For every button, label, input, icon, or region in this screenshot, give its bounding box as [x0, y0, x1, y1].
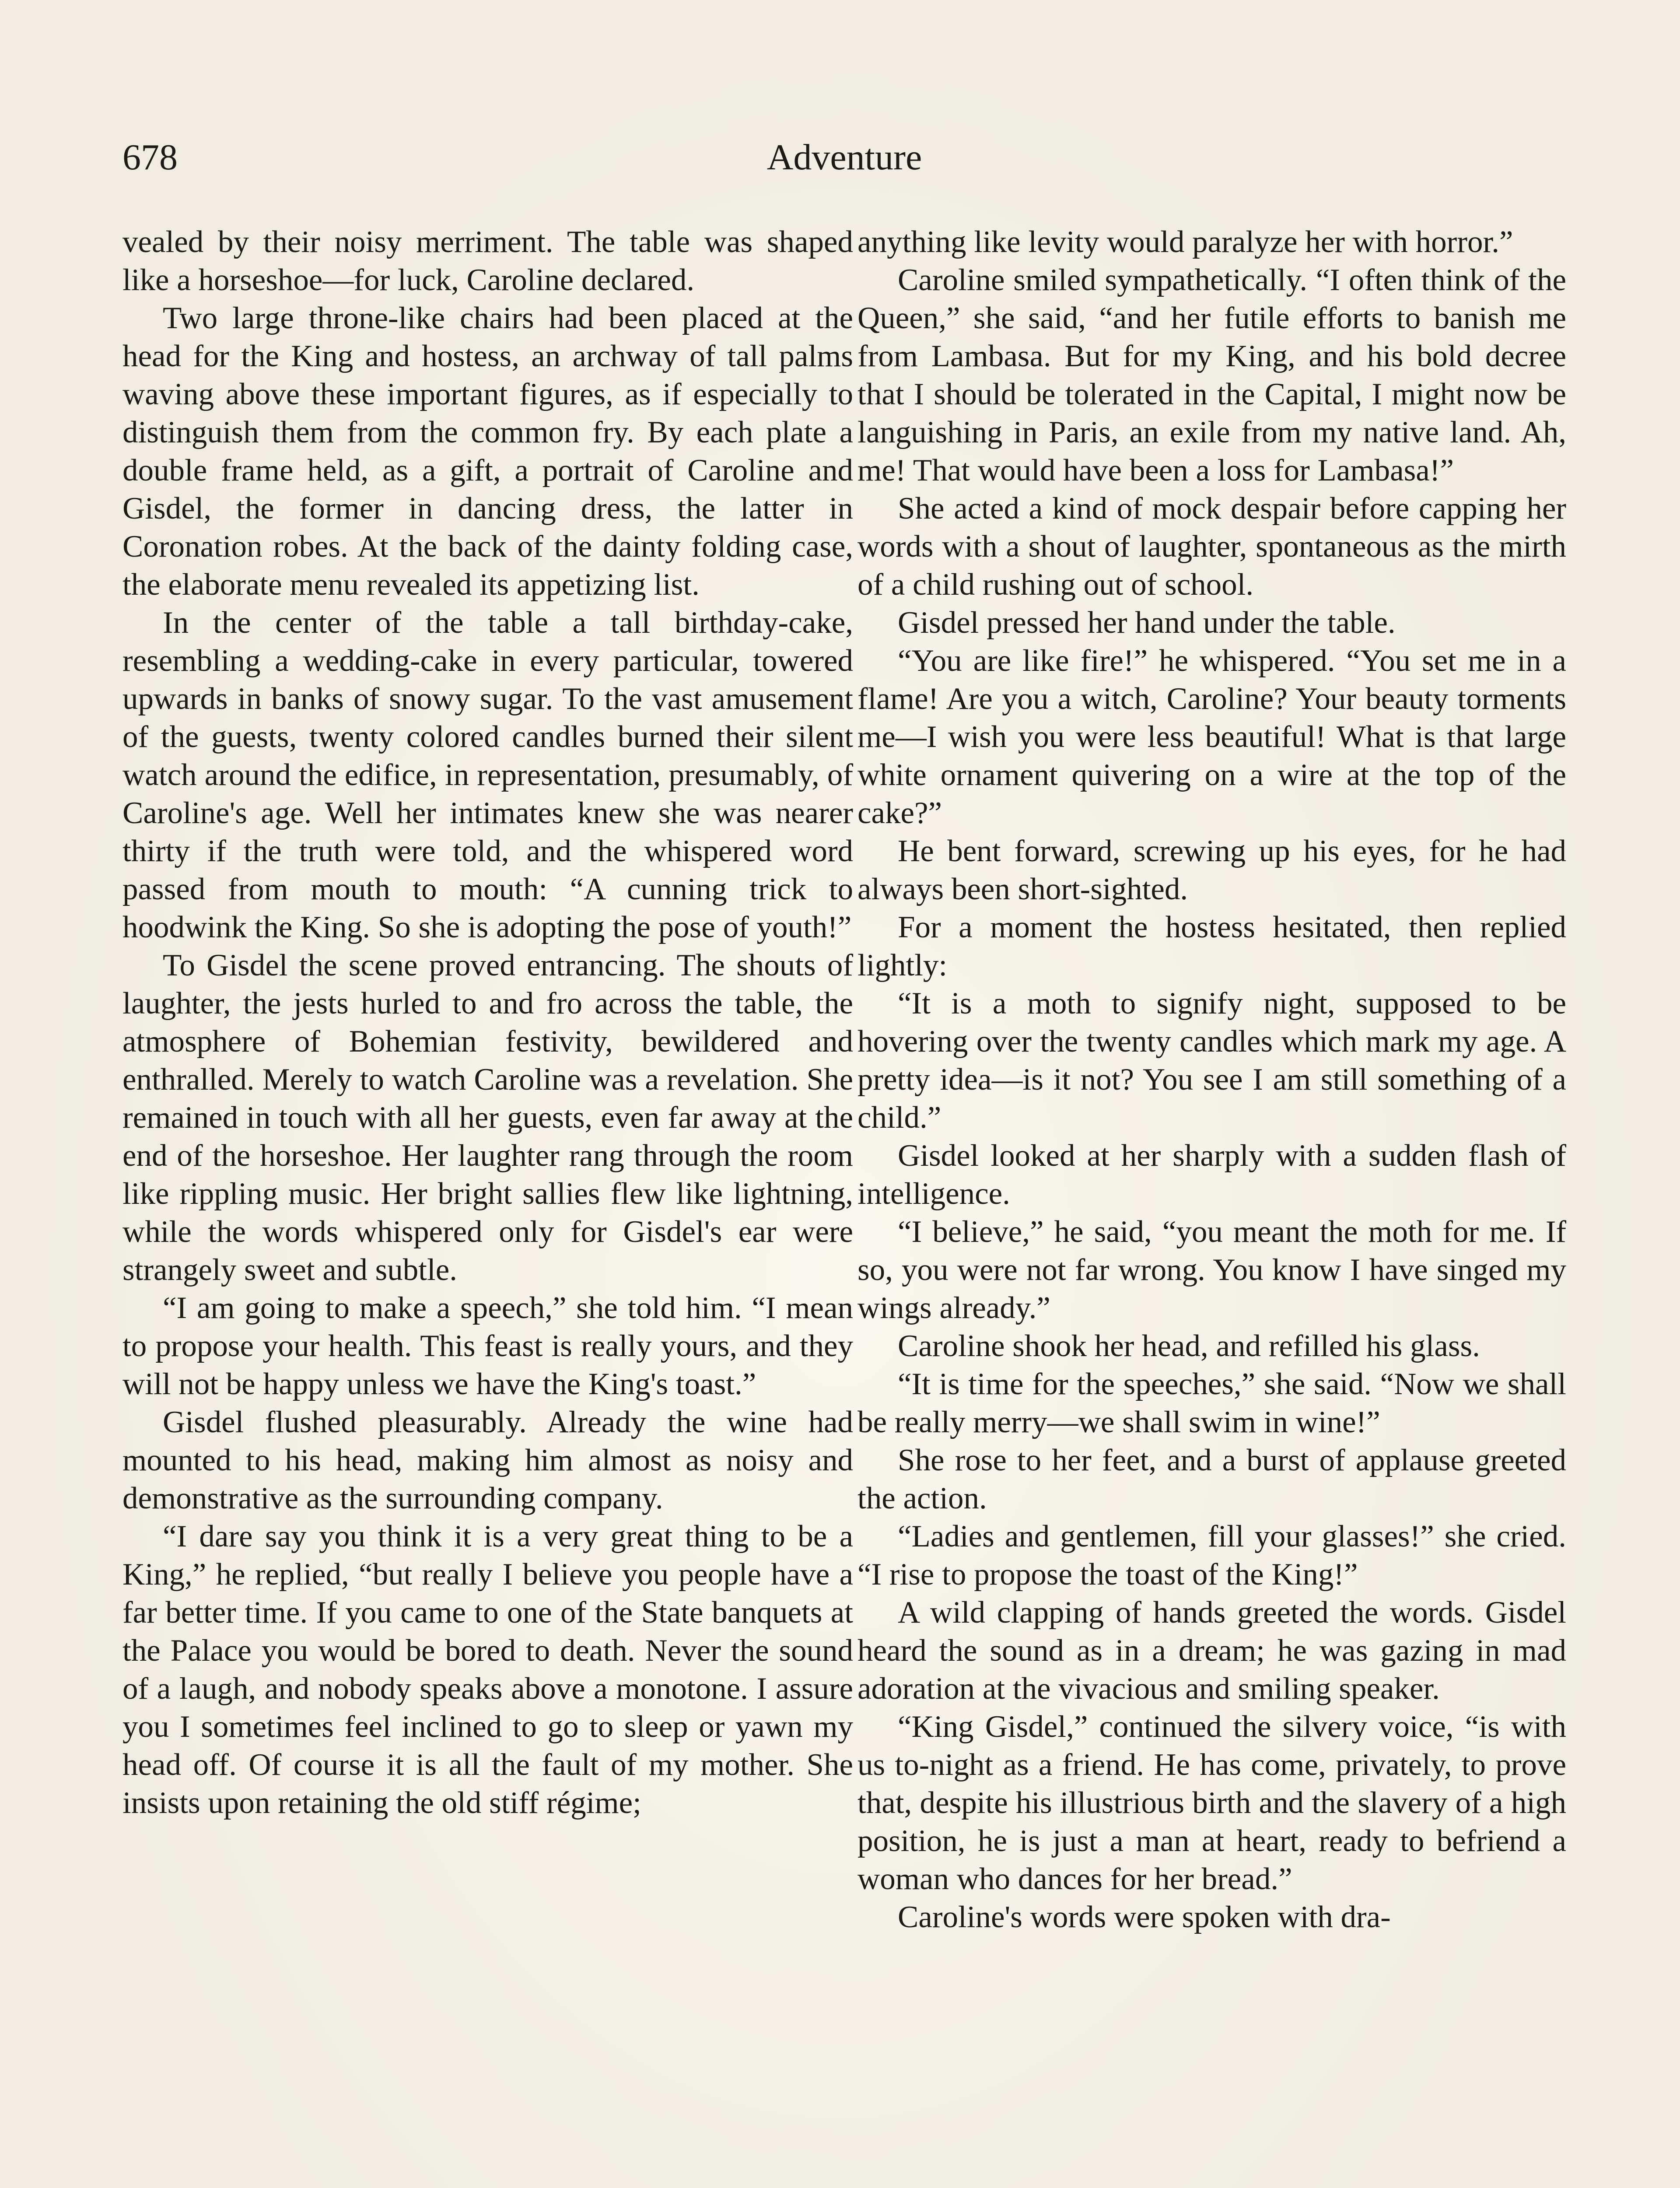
paragraph: “I believe,” he said, “you meant the moth for me. If so, you were not far wrong. You know I have singed my wings already.”	[858, 1215, 1566, 1325]
paragraph: “It is a moth to signify night, supposed to be hovering over the twenty candles which mark my age. A pretty idea—is it not? You see I am still something of a child.”	[858, 986, 1566, 1135]
paragraph: “Ladies and gentlemen, fill your glasses!” she cried. “I rise to propose the toast of the King!”	[858, 1519, 1566, 1592]
paragraph: A wild clapping of hands greeted the words. Gisdel heard the sound as in a dream; he was gazing in mad adoration at the vivacious and smiling speaker.	[858, 1595, 1566, 1706]
paragraph: vealed by their noisy merriment. The table was shaped like a horseshoe—for luck, Caroline declared.	[122, 225, 853, 297]
paragraph: Caroline's words were spoken with dra-	[898, 1900, 1391, 1934]
paragraph: “I am going to make a speech,” she told him. “I mean to propose your health. This feast is really yours, and they will not be happy unless we have the King's toast.”	[122, 1291, 853, 1401]
paragraph: Gisdel flushed pleasurably. Already the wine had mounted to his head, making him almost as noisy and demonstrative as the surrounding company.	[122, 1405, 853, 1515]
paragraph: He bent forward, screwing up his eyes, for he had always been short-sighted.	[858, 834, 1566, 906]
left-column	[122, 223, 853, 2188]
paragraph: Caroline shook her head, and refilled his glass.	[898, 1329, 1480, 1363]
paragraph: To Gisdel the scene proved entrancing. The shouts of laughter, the jests hurled to and fro across the table, the atmosphere of Bohemian festivity, bewildered and enthralled. Merely to watch Caroline was a revelation. She remained in touch with all her guests, even far away at the end of the horseshoe. Her laughter rang through the room like rippling music. Her bright sallies flew like lightning, while the words whispered only for Gisdel's ear were strangely sweet and subtle.	[122, 948, 853, 1287]
paragraph: For a moment the hostess hesitated, then replied lightly:	[858, 910, 1566, 982]
paragraph: Two large throne-like chairs had been placed at the head for the King and hostess, an archway of tall palms waving above these important figures, as if especially to distinguish them from the common fry. By each plate a double frame held, as a gift, a portrait of Caroline and Gisdel, the former in dancing dress, the latter in Coronation robes. At the back of the dainty folding case, the elaborate menu revealed its appetizing list.	[122, 301, 853, 602]
page-header	[122, 131, 1566, 193]
paragraph: anything like levity would paralyze her with horror.”	[858, 225, 1513, 259]
paragraph: “You are like fire!” he whispered. “You set me in a flame! Are you a witch, Caroline? Your beauty torments me—I wish you were less beautiful! What is that large white ornament quivering on a wire at the top of the cake?”	[858, 644, 1566, 830]
right-column	[858, 223, 1566, 2188]
paragraph: “It is time for the speeches,” she said. “Now we shall be really merry—we shall swim in wine!”	[858, 1367, 1566, 1439]
paragraph: Caroline smiled sympathetically. “I often think of the Queen,” she said, “and her futile efforts to banish me from Lambasa. But for my King, and his bold decree that I should be tolerated in the Capital, I might now be languishing in Paris, an exile from my native land. Ah, me! That would have been a loss for Lambasa!”	[858, 263, 1566, 487]
paragraph: “I dare say you think it is a very great thing to be a King,” he replied, “but really I believe you people have a far better time. If you came to one of the State banquets at the Palace you would be bored to death. Never the sound of a laugh, and nobody speaks above a monotone. I assure you I sometimes feel inclined to go to sleep or yawn my head off. Of course it is all the fault of my mother. She insists upon retaining the old stiff régime;	[122, 1519, 853, 1820]
paragraph: Gisdel looked at her sharply with a sudden flash of intelligence.	[858, 1139, 1566, 1211]
running-title: Adventure	[766, 137, 922, 178]
page-number: 678	[122, 137, 178, 178]
paragraph: In the center of the table a tall birthday-cake, resembling a wedding-cake in every particular, towered upwards in banks of snowy sugar. To the vast amusement of the guests, twenty colored candles burned their silent watch around the edifice, in representation, presumably, of Caroline's age. Well her intimates knew she was nearer thirty if the truth were told, and the whispered word passed from mouth to mouth: “A cunning trick to hoodwink the King. So she is adopting the pose of youth!”	[122, 606, 853, 944]
paragraph: Gisdel pressed her hand under the table.	[898, 606, 1396, 640]
paragraph: She acted a kind of mock despair before capping her words with a shout of laughter, spontaneous as the mirth of a child rushing out of school.	[858, 491, 1566, 602]
paragraph: She rose to her feet, and a burst of applause greeted the action.	[858, 1443, 1566, 1515]
paragraph: “King Gisdel,” continued the silvery voice, “is with us to-night as a friend. He has come, privately, to prove that, despite his illustrious birth and the slavery of a high position, he is just a man at heart, ready to befriend a woman who dances for her bread.”	[858, 1710, 1566, 1896]
